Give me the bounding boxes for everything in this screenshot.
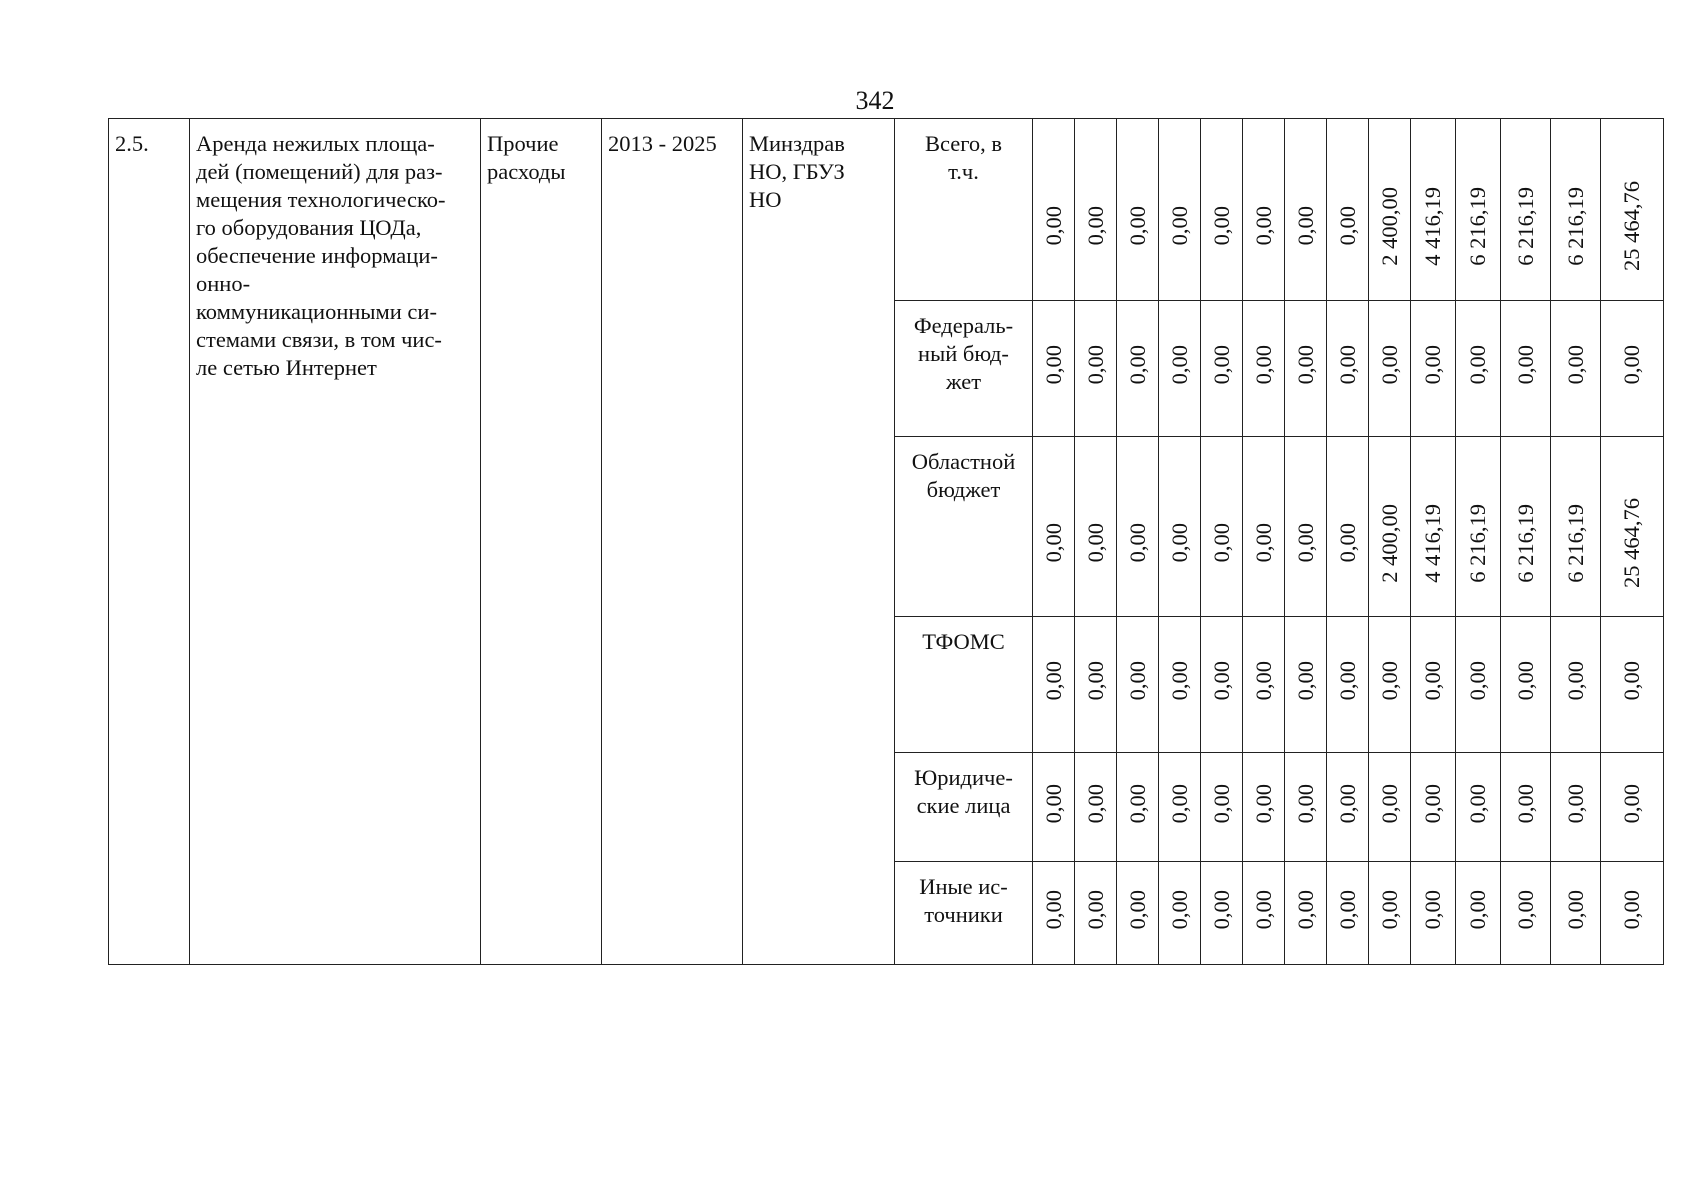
- value-cell: [1501, 119, 1551, 301]
- value: 4 416,19: [1420, 503, 1445, 583]
- value: 0,00: [1376, 889, 1402, 930]
- source-cell: [895, 119, 1033, 301]
- description-line: мещения технологическо-: [196, 187, 446, 212]
- value: 0,00: [1465, 783, 1490, 824]
- executor-line: НО: [749, 187, 782, 212]
- value-cell: [1285, 753, 1327, 862]
- value-cell: [1411, 119, 1456, 301]
- value: 0,00: [1124, 206, 1150, 246]
- value-cell: [1159, 119, 1201, 301]
- value-cell: [1456, 753, 1501, 862]
- value-cell: [1327, 617, 1369, 753]
- expense-type-line: Прочие: [487, 131, 559, 156]
- value: 0,00: [1082, 206, 1108, 246]
- value-cell: [1159, 301, 1201, 437]
- value-cell: [1243, 301, 1285, 437]
- executor-line: НО, ГБУЗ: [749, 159, 845, 184]
- value: 0,00: [1040, 206, 1066, 246]
- value: 0,00: [1292, 661, 1318, 701]
- value: 0,00: [1420, 661, 1445, 701]
- value: 0,00: [1334, 206, 1360, 246]
- funding-table: [108, 118, 1664, 965]
- source-label-line: жет: [945, 369, 982, 394]
- value: 0,00: [1040, 889, 1066, 930]
- value-cell: [1456, 119, 1501, 301]
- value-cell: [1243, 617, 1285, 753]
- value: 0,00: [1208, 889, 1234, 930]
- value: 0,00: [1619, 783, 1644, 824]
- value: 0,00: [1040, 523, 1066, 563]
- value: 2 400,00: [1376, 503, 1402, 583]
- source-cell: [895, 753, 1033, 862]
- value-cell: [1501, 617, 1551, 753]
- value-cell: [1243, 753, 1285, 862]
- value: 0,00: [1166, 523, 1192, 563]
- value: 0,00: [1082, 523, 1108, 563]
- page-number: 342: [855, 86, 895, 115]
- value: 0,00: [1082, 783, 1108, 824]
- value: 4 416,19: [1420, 186, 1445, 266]
- value: 0,00: [1619, 889, 1644, 930]
- value: 0,00: [1208, 783, 1234, 824]
- value-cell: [1033, 119, 1075, 301]
- expense-type-cell: [481, 119, 602, 965]
- value: 6 216,19: [1465, 503, 1490, 583]
- value-cell: [1201, 119, 1243, 301]
- value: 0,00: [1124, 783, 1150, 824]
- value-cell: [1411, 617, 1456, 753]
- period: 2013 - 2025: [608, 131, 717, 156]
- value: 0,00: [1208, 345, 1234, 385]
- value-cell: [1501, 753, 1551, 862]
- value: 0,00: [1512, 345, 1538, 385]
- value: 0,00: [1124, 661, 1150, 701]
- description-line: онно-: [196, 271, 251, 296]
- value-cell: [1075, 617, 1117, 753]
- value: 0,00: [1292, 345, 1318, 385]
- value: 6 216,19: [1512, 186, 1538, 266]
- value-cell: [1117, 753, 1159, 862]
- value-cell: [1075, 119, 1117, 301]
- value: 0,00: [1250, 661, 1276, 701]
- value-cell: [1033, 862, 1075, 965]
- value-cell: [1201, 617, 1243, 753]
- value: 0,00: [1376, 661, 1402, 701]
- value-cell: [1075, 862, 1117, 965]
- source-label-line: Всего, в: [924, 131, 1003, 156]
- description-line: го оборудования ЦОДа,: [196, 215, 422, 240]
- source-label-line: т.ч.: [948, 159, 979, 184]
- value: 0,00: [1562, 783, 1588, 824]
- value: 0,00: [1562, 889, 1588, 930]
- source-label-line: Федераль-: [913, 313, 1014, 338]
- value-cell: [1033, 301, 1075, 437]
- source-label-line: бюджет: [926, 477, 1001, 502]
- value-cell: [1369, 753, 1411, 862]
- value: 0,00: [1619, 345, 1644, 385]
- value: 0,00: [1512, 889, 1538, 930]
- value-cell: [1117, 617, 1159, 753]
- period-cell: [602, 119, 743, 965]
- value: 0,00: [1465, 889, 1490, 930]
- value-cell: [1601, 119, 1664, 301]
- value: 0,00: [1040, 345, 1066, 385]
- source-label-line: точники: [924, 902, 1003, 927]
- value-cell: [1243, 862, 1285, 965]
- value: 6 216,19: [1512, 503, 1538, 583]
- value: 25 464,76: [1619, 498, 1644, 588]
- value: 0,00: [1166, 889, 1192, 930]
- expense-type-line: расходы: [487, 159, 566, 184]
- value: 0,00: [1166, 345, 1192, 385]
- value-cell: [1117, 301, 1159, 437]
- value-cell: [1033, 753, 1075, 862]
- value-cell: [1456, 862, 1501, 965]
- value-cell: [1285, 437, 1327, 617]
- value: 0,00: [1250, 206, 1276, 246]
- value-cell: [1075, 437, 1117, 617]
- value: 0,00: [1250, 889, 1276, 930]
- value: 0,00: [1334, 889, 1360, 930]
- value-cell: [1411, 753, 1456, 862]
- source-label-line: Областной: [911, 449, 1016, 474]
- value: 0,00: [1420, 889, 1445, 930]
- value: 6 216,19: [1562, 186, 1588, 266]
- value-cell: [1285, 862, 1327, 965]
- source-cell: [895, 301, 1033, 437]
- value-cell: [1117, 437, 1159, 617]
- description-line: обеспечение информаци-: [196, 243, 438, 268]
- source-label-line: ный бюд-: [918, 341, 1009, 366]
- value: 0,00: [1082, 889, 1108, 930]
- value-cell: [1117, 119, 1159, 301]
- value-cell: [1285, 301, 1327, 437]
- value: 0,00: [1124, 889, 1150, 930]
- value: 0,00: [1334, 523, 1360, 563]
- source-cell: [895, 862, 1033, 965]
- value-cell: [1159, 753, 1201, 862]
- value: 0,00: [1292, 889, 1318, 930]
- executor-line: Минздрав: [749, 131, 845, 156]
- row-index: 2.5.: [115, 131, 149, 156]
- value-cell: [1285, 617, 1327, 753]
- value: 0,00: [1250, 345, 1276, 385]
- value: 6 216,19: [1465, 186, 1490, 266]
- value-cell: [1243, 437, 1285, 617]
- value-cell: [1369, 437, 1411, 617]
- value-cell: [1456, 437, 1501, 617]
- value-cell: [1327, 119, 1369, 301]
- value-cell: [1411, 437, 1456, 617]
- value-cell: [1201, 301, 1243, 437]
- value: 0,00: [1465, 661, 1490, 701]
- value-cell: [1551, 301, 1601, 437]
- value-cell: [1327, 301, 1369, 437]
- value: 0,00: [1562, 661, 1588, 701]
- description-line: коммуникационными си-: [196, 299, 437, 324]
- value-cell: [1369, 301, 1411, 437]
- value-cell: [1159, 437, 1201, 617]
- value: 0,00: [1334, 661, 1360, 701]
- value: 0,00: [1562, 345, 1588, 385]
- value: 0,00: [1376, 783, 1402, 824]
- value: 0,00: [1465, 345, 1490, 385]
- description-line: Аренда нежилых площа-: [196, 131, 435, 156]
- value-cell: [1601, 753, 1664, 862]
- value: 0,00: [1292, 523, 1318, 563]
- source-cell: [895, 617, 1033, 753]
- description-cell: [190, 119, 481, 965]
- value-cell: [1159, 617, 1201, 753]
- value-cell: [1551, 437, 1601, 617]
- source-label-line: Юридиче-: [914, 765, 1013, 790]
- description-line: ле сетью Интернет: [196, 355, 377, 380]
- value-cell: [1601, 617, 1664, 753]
- value-cell: [1456, 301, 1501, 437]
- value-cell: [1075, 301, 1117, 437]
- value: 0,00: [1250, 523, 1276, 563]
- value-cell: [1201, 437, 1243, 617]
- value: 2 400,00: [1376, 186, 1402, 266]
- value: 0,00: [1512, 783, 1538, 824]
- value-cell: [1601, 862, 1664, 965]
- value-cell: [1327, 862, 1369, 965]
- value: 0,00: [1292, 206, 1318, 246]
- value: 0,00: [1334, 345, 1360, 385]
- value-cell: [1159, 862, 1201, 965]
- value: 0,00: [1166, 206, 1192, 246]
- value: 0,00: [1420, 345, 1445, 385]
- value-cell: [1033, 617, 1075, 753]
- value-cell: [1601, 437, 1664, 617]
- value-cell: [1243, 119, 1285, 301]
- value: 25 464,76: [1619, 181, 1644, 271]
- row-total: [109, 119, 1664, 301]
- value-cell: [1551, 119, 1601, 301]
- value-cell: [1501, 301, 1551, 437]
- value-cell: [1033, 437, 1075, 617]
- value: 0,00: [1619, 661, 1644, 701]
- value-cell: [1327, 753, 1369, 862]
- value-cell: [1327, 437, 1369, 617]
- source-label-line: ские лица: [916, 793, 1011, 818]
- value-cell: [1411, 862, 1456, 965]
- value: 0,00: [1040, 783, 1066, 824]
- value-cell: [1075, 753, 1117, 862]
- source-cell: [895, 437, 1033, 617]
- value: 0,00: [1040, 661, 1066, 701]
- source-label-line: Иные ис-: [919, 874, 1008, 899]
- value: 0,00: [1166, 783, 1192, 824]
- value: 0,00: [1250, 783, 1276, 824]
- value: 0,00: [1166, 661, 1192, 701]
- value-cell: [1411, 301, 1456, 437]
- value: 0,00: [1208, 661, 1234, 701]
- value: 0,00: [1208, 206, 1234, 246]
- value: 0,00: [1292, 783, 1318, 824]
- row-index-cell: [109, 119, 190, 965]
- value-cell: [1456, 617, 1501, 753]
- description-line: дей (помещений) для раз-: [196, 159, 443, 184]
- description-line: стемами связи, в том чис-: [196, 327, 442, 352]
- value: 0,00: [1082, 661, 1108, 701]
- value-cell: [1201, 753, 1243, 862]
- value-cell: [1369, 119, 1411, 301]
- value-cell: [1501, 437, 1551, 617]
- value: 0,00: [1420, 783, 1445, 824]
- value-cell: [1369, 617, 1411, 753]
- value: 0,00: [1124, 523, 1150, 563]
- value-cell: [1551, 862, 1601, 965]
- executor-cell: [743, 119, 895, 965]
- value: 0,00: [1512, 661, 1538, 701]
- value-cell: [1285, 119, 1327, 301]
- value-cell: [1201, 862, 1243, 965]
- value: 0,00: [1376, 345, 1402, 385]
- value-cell: [1601, 301, 1664, 437]
- value: 0,00: [1082, 345, 1108, 385]
- value: 6 216,19: [1562, 503, 1588, 583]
- value-cell: [1117, 862, 1159, 965]
- value: 0,00: [1124, 345, 1150, 385]
- value: 0,00: [1208, 523, 1234, 563]
- value-cell: [1551, 753, 1601, 862]
- source-label-line: ТФОМС: [922, 629, 1005, 654]
- value-cell: [1501, 862, 1551, 965]
- value: 0,00: [1334, 783, 1360, 824]
- value-cell: [1551, 617, 1601, 753]
- value-cell: [1369, 862, 1411, 965]
